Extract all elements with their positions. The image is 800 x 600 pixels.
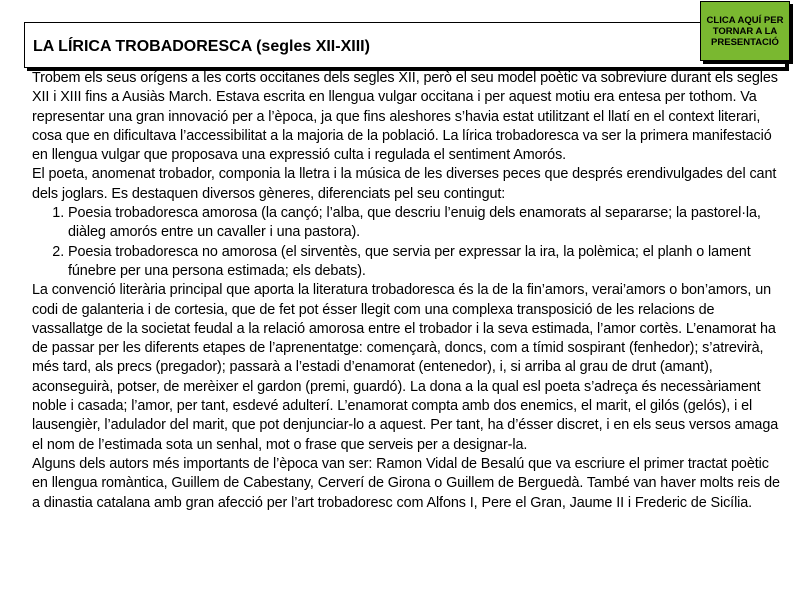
page-title: LA LÍRICA TROBADORESCA (segles XII-XIII) — [33, 38, 370, 55]
return-to-presentation-button[interactable]: CLICA AQUÍ PER TORNAR A LA PRESENTACIÓ — [700, 1, 790, 61]
genre-list — [32, 204, 780, 281]
body-text — [32, 69, 780, 513]
list-item: 1. Poesia trobadoresca amorosa (la cançó; l’alba, que descriu l’enuig dels enamorats al separarse; la pastorel·la, diàleg amorós entre un cavaller i una pastora). — [68, 204, 780, 243]
list-item: 2. Poesia trobadoresca no amorosa (el sirventès, que servia per expressar la ira, la polèmica; el planh o lament fúnebre per una persona estimada; els debats). — [68, 243, 780, 282]
title-banner — [24, 22, 786, 68]
paragraph-fin-amors: La convenció literària principal que aporta la literatura trobadoresca és la de la fin’amors, verai’amors o bon’amors, un codi de galanteria i de cortesia, que de fet pot ésser llegit com una complexa transposició de les relacions de vassallatge de la societat feudal a la relació amorosa entre el trobador i la seva estimada, l’amor cortès. L’enamorat ha de passar per les diferents etapes de l’aprenentatge: començarà, doncs, com a tímid sospirant (fenhedor); s’atrevirà, més tard, als precs (pregador); passarà a l’estadi d’enamorat (entenedor), i, si arriba al grau de drut (amant), aconseguirà, potser, de merèixer el gardon (premi, guardó). La dona a la qual esl poeta s’adreça és necessàriament noble i casada; l’amor, per tant, esdevé adulterí. L’enamorat compta amb dos enemics, el marit, el gilós (gelós), i el lausengièr, l’adulador del marit, que pot denjunciar-lo a aquest. Per tant, ha d’ésser discret, i en els seus versos amaga el nom de l’estimada sota un senhal, mot o frase que serveis per a designar-la. — [32, 282, 779, 453]
paragraph-poet: El poeta, anomenat trobador, componia la lletra i la música de les diverses peces que després erendivulgades del cant dels joglars. Es destaquen diversos gèneres, diferenciats pel seu contingut: — [32, 166, 777, 202]
paragraph-authors: Alguns dels autors més importants de l’època van ser: Ramon Vidal de Besalú que va escriure el primer tractat poètic en llengua romàntica, Guillem de Cabestany, Cerverí de Girona o Guillem de Berguedà. També van haver molts reis de a dinastia catalana amb gran afecció per l’art trobadoresc com Alfons I, Pere el Gran, Jaume II i Frederic de Sicília. — [32, 455, 780, 511]
paragraph-origins: Trobem els seus orígens a les corts occitanes dels segles XII, però el seu model poètic va sobreviure durant els segles XII i XIII fins a Ausiàs March. Estava escrita en llengua vulgar occitana i per aquest motiu era entesa per tothom. Va representar una gran innovació per a l’època, ja que fins aleshores s’havia estat utilitzant el llatí en el context literari, cosa que en dificultava l’accessibilitat a la majoria de la població. La lírica trobadoresca va ser la primera manifestació en llengua vulgar que proposava una expressió culta i regulada el sentiment Amorós. — [32, 70, 778, 164]
